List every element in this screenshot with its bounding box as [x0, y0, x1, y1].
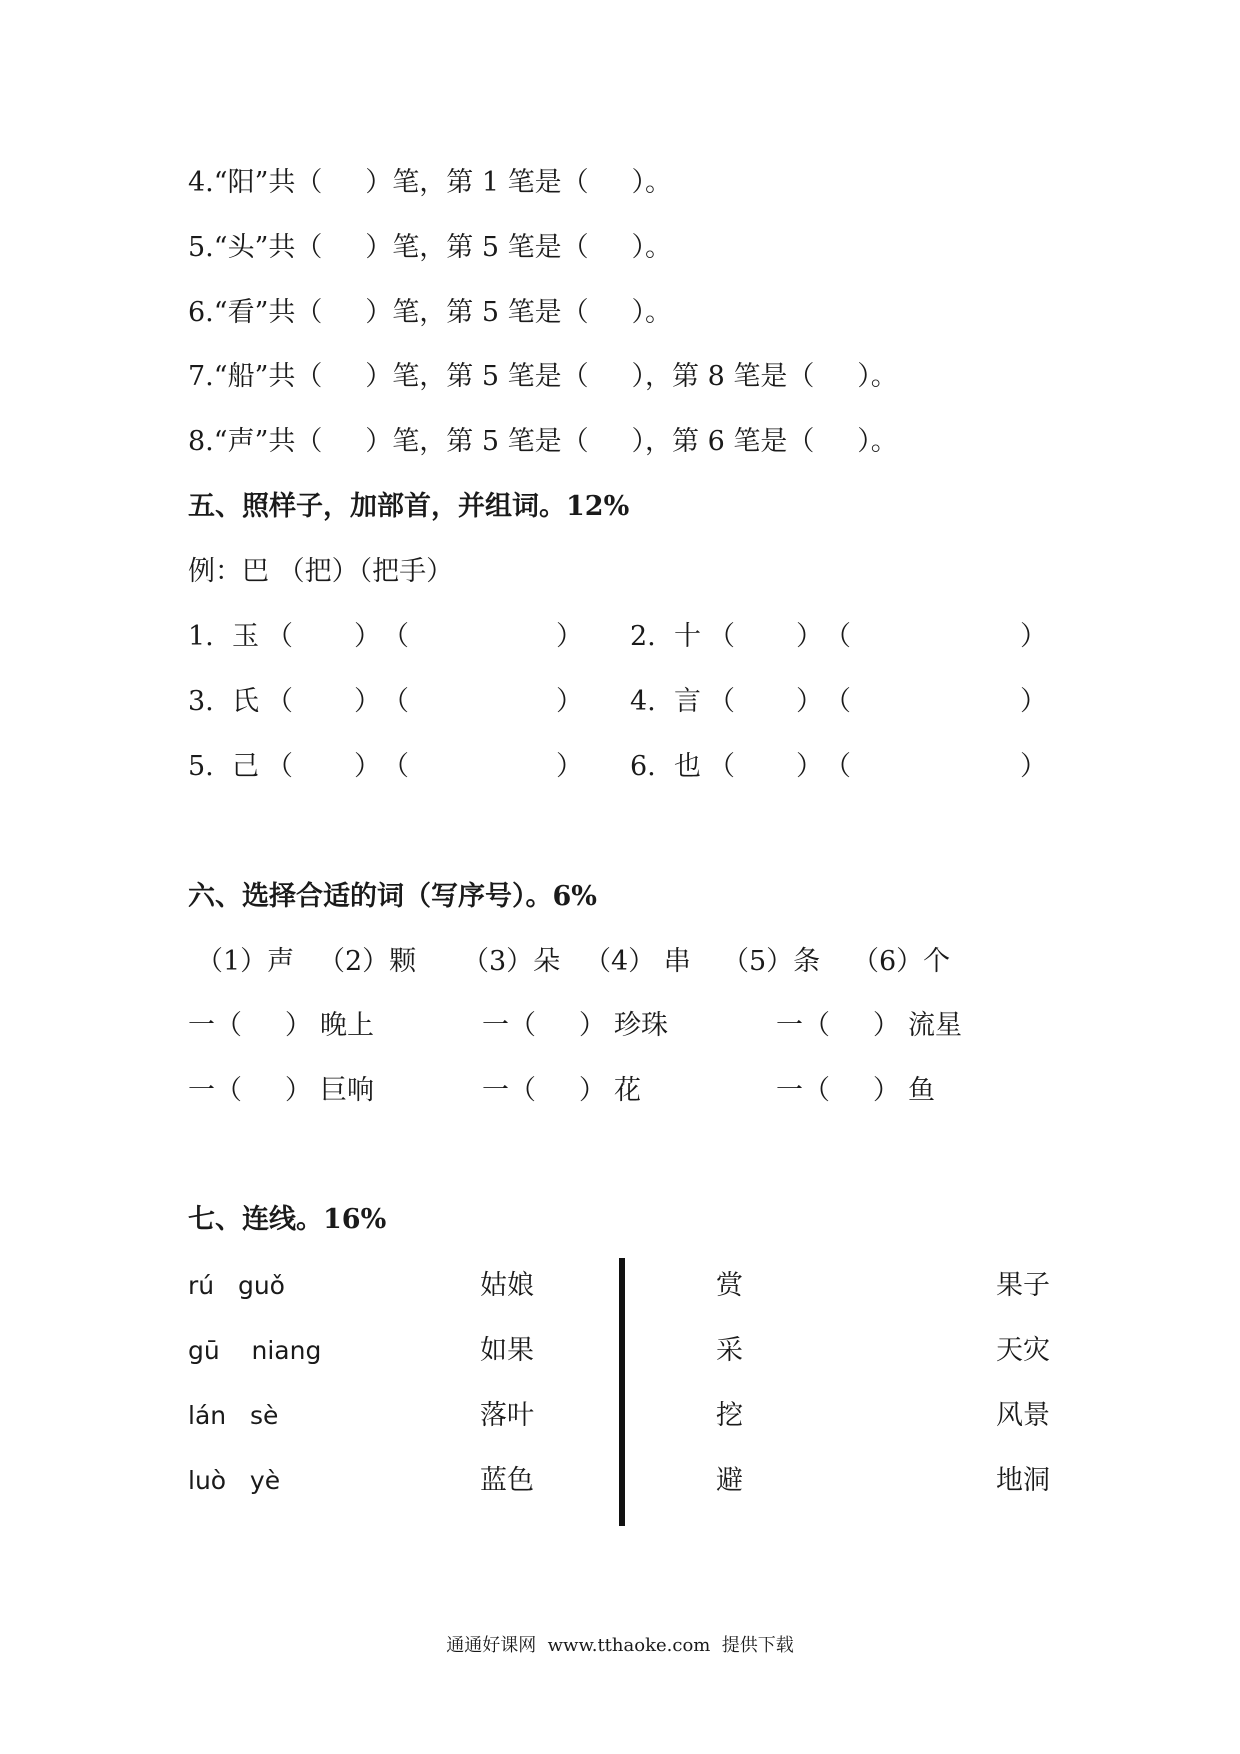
pinyin-item: luò yè [188, 1466, 281, 1495]
stroke-question-6: 6.“看”共（ ）笔，第 5 笔是（ ）。 [188, 297, 673, 328]
blank-open: （ [708, 686, 735, 717]
stroke-question-8: 8.“声”共（ ）笔，第 5 笔是（ ），第 6 笔是（ ）。 [188, 426, 898, 457]
match-word: 姑娘 [480, 1270, 534, 1301]
match-word: 落叶 [480, 1400, 534, 1431]
radical-item-char: 也 [674, 751, 701, 782]
stroke-question-4: 4.“阳”共（ ）笔，第 1 笔是（ ）。 [188, 167, 673, 198]
section-5-heading: 五、照样子，加部首，并组词。12% [188, 491, 630, 522]
section-7-heading: 七、连线。16% [188, 1204, 387, 1235]
match-word: 如果 [480, 1335, 534, 1366]
blank-open: （ [266, 751, 293, 782]
measure-word-option: （6）个 [852, 946, 951, 977]
measure-noun: 晚上 [320, 1010, 374, 1041]
radical-item-char: 言 [674, 686, 701, 717]
blank-close: ） [796, 621, 823, 652]
blank-open: （ [824, 621, 851, 652]
match-noun: 果子 [996, 1270, 1050, 1301]
stroke-question-5: 5.“头”共（ ）笔，第 5 笔是（ ）。 [188, 232, 673, 263]
match-noun: 风景 [996, 1400, 1050, 1431]
measure-noun: 花 [614, 1075, 641, 1106]
blank-open: （ [824, 751, 851, 782]
blank-close: ） [1020, 686, 1047, 717]
blank-open: （ [708, 751, 735, 782]
match-verb: 挖 [716, 1400, 743, 1431]
blank-open: （ [266, 621, 293, 652]
measure-noun: 巨响 [320, 1075, 374, 1106]
measure-word-option: （1）声 [196, 946, 295, 977]
radical-item-number: 2. [630, 621, 656, 652]
pinyin-item: lán sè [188, 1401, 279, 1430]
measure-word-option: （5）条 [722, 946, 821, 977]
radical-item-char: 己 [232, 751, 259, 782]
blank-open: （ [824, 686, 851, 717]
section-6-heading: 六、选择合适的词（写序号）。6% [188, 881, 597, 912]
stroke-question-7: 7.“船”共（ ）笔，第 5 笔是（ ），第 8 笔是（ ）。 [188, 361, 898, 392]
blank-open: （ [382, 751, 409, 782]
measure-noun: 珍珠 [614, 1010, 668, 1041]
column-divider [619, 1258, 625, 1526]
match-noun: 地洞 [996, 1465, 1050, 1496]
measure-word-option: （3）朵 [462, 946, 561, 977]
match-word: 蓝色 [480, 1465, 534, 1496]
blank-close: ） [1020, 621, 1047, 652]
radical-item-number: 6. [630, 751, 656, 782]
radical-item-char: 玉 [232, 621, 259, 652]
pinyin-item: rú guǒ [188, 1271, 285, 1300]
match-verb: 赏 [716, 1270, 743, 1301]
radical-item-char: 十 [674, 621, 701, 652]
match-noun: 天灾 [996, 1335, 1050, 1366]
radical-item-char: 氏 [232, 686, 259, 717]
blank-close: ） [796, 686, 823, 717]
blank-open: （ [382, 686, 409, 717]
blank-open: （ [382, 621, 409, 652]
radical-item-number: 4. [630, 686, 656, 717]
blank-close: ） [556, 621, 583, 652]
measure-word-option: （2）颗 [318, 946, 417, 977]
measure-blank: 一（ ） [776, 1010, 900, 1041]
radical-item-number: 5. [188, 751, 214, 782]
measure-blank: 一（ ） [482, 1010, 606, 1041]
blank-close: ） [354, 686, 381, 717]
blank-close: ） [556, 686, 583, 717]
measure-noun: 鱼 [908, 1075, 935, 1106]
match-verb: 避 [716, 1465, 743, 1496]
blank-close: ） [354, 751, 381, 782]
pinyin-item: gū niang [188, 1336, 322, 1365]
measure-blank: 一（ ） [188, 1075, 312, 1106]
measure-blank: 一（ ） [482, 1075, 606, 1106]
match-verb: 采 [716, 1335, 743, 1366]
measure-blank: 一（ ） [188, 1010, 312, 1041]
radical-item-number: 3. [188, 686, 214, 717]
blank-open: （ [266, 686, 293, 717]
measure-noun: 流星 [908, 1010, 962, 1041]
measure-blank: 一（ ） [776, 1075, 900, 1106]
blank-close: ） [354, 621, 381, 652]
page-footer: 通通好课网 www.tthaoke.com 提供下载 [446, 1635, 794, 1656]
radical-item-number: 1. [188, 621, 214, 652]
blank-close: ） [556, 751, 583, 782]
measure-word-option: （4） 串 [584, 946, 691, 977]
blank-close: ） [1020, 751, 1047, 782]
section-5-example: 例：巴 （把）（把手） [188, 556, 454, 587]
blank-close: ） [796, 751, 823, 782]
blank-open: （ [708, 621, 735, 652]
